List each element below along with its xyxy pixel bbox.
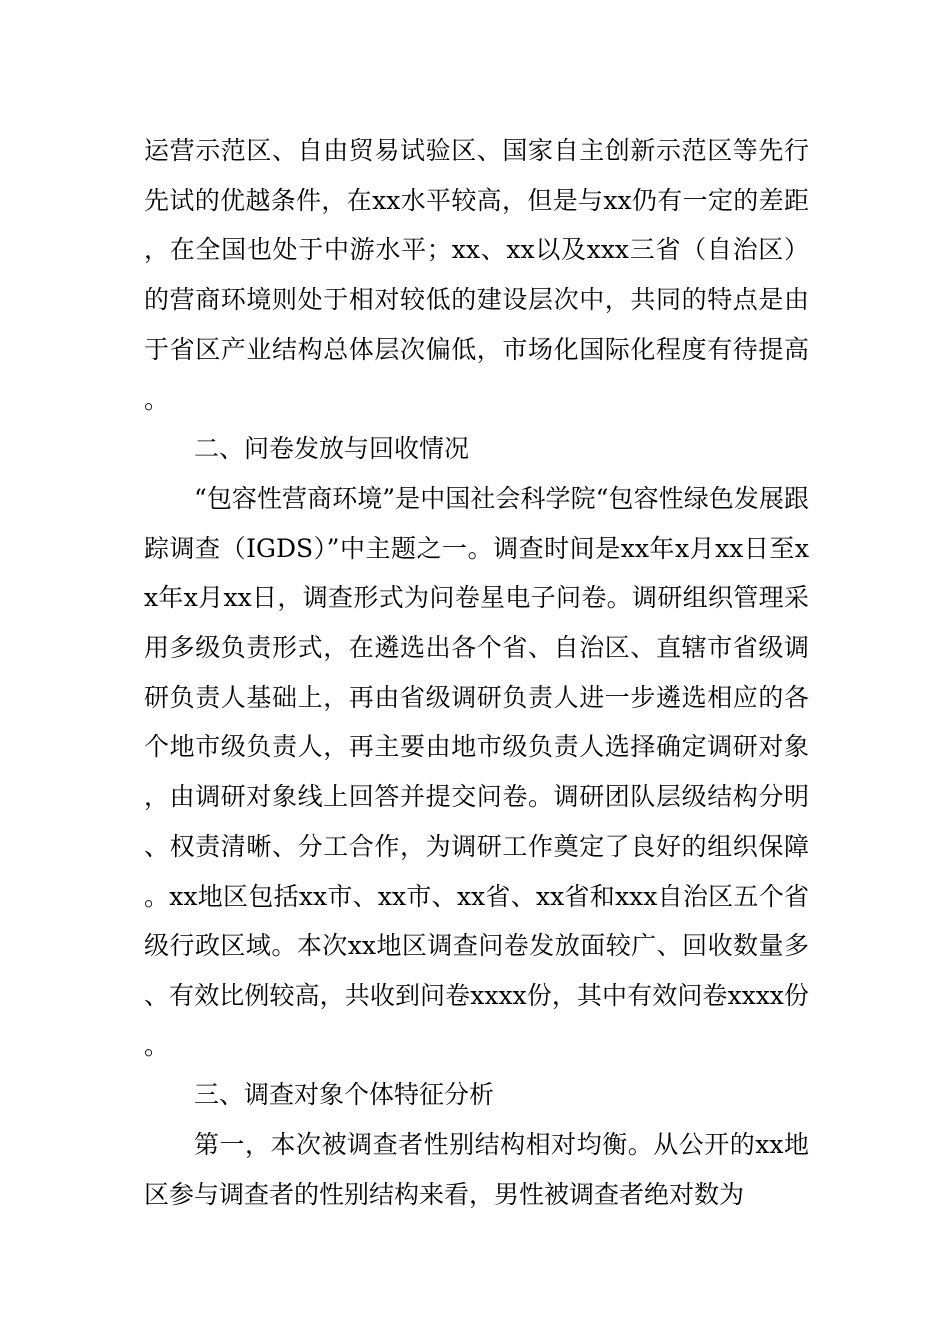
paragraph-continuation: 运营示范区、自由贸易试验区、国家自主创新示范区等先行先试的优越条件，在xx水平较高，但是与xx仍有一定的差距，在全国也处于中游水平；xx、xx以及xxx三省（自治区）的营商环境则处于相对较低的建设层次中，共同的特点是由于省区产业结构总体层次偏低，市场化国际化程度有待提高。 (144, 136, 809, 414)
document-body (144, 126, 809, 1219)
section-heading-3: 三、调查对象个体特征分析 (194, 1080, 495, 1110)
section-heading-2: 二、问卷发放与回收情况 (194, 434, 470, 464)
paragraph-gender-structure: 第一，本次被调查者性别结构相对均衡。从公开的xx地区参与调查者的性别结构来看，男性被调查者绝对数为 (144, 1130, 809, 1209)
paragraph-survey-distribution: “包容性营商环境”是中国社会科学院“包容性绿色发展跟踪调查（IGDS）”中主题之一。调查时间是xx年x月xx日至xx年x月xx日，调查形式为问卷星电子问卷。调研组织管理采用多级负责形式，在遴选出各个省、自治区、直辖市省级调研负责人基础上，再由省级调研负责人进一步遴选相应的各个地市级负责人，再主要由地市级负责人选择确定调研对象，由调研对象线上回答并提交问卷。调研团队层级结构分明、权责清晰、分工合作，为调研工作奠定了良好的组织保障。xx地区包括xx市、xx市、xx省、xx省和xxx自治区五个省级行政区域。本次xx地区调查问卷发放面较广、回收数量多、有效比例较高，共收到问卷xxxx份，其中有效问卷xxxx份。 (144, 483, 809, 1060)
